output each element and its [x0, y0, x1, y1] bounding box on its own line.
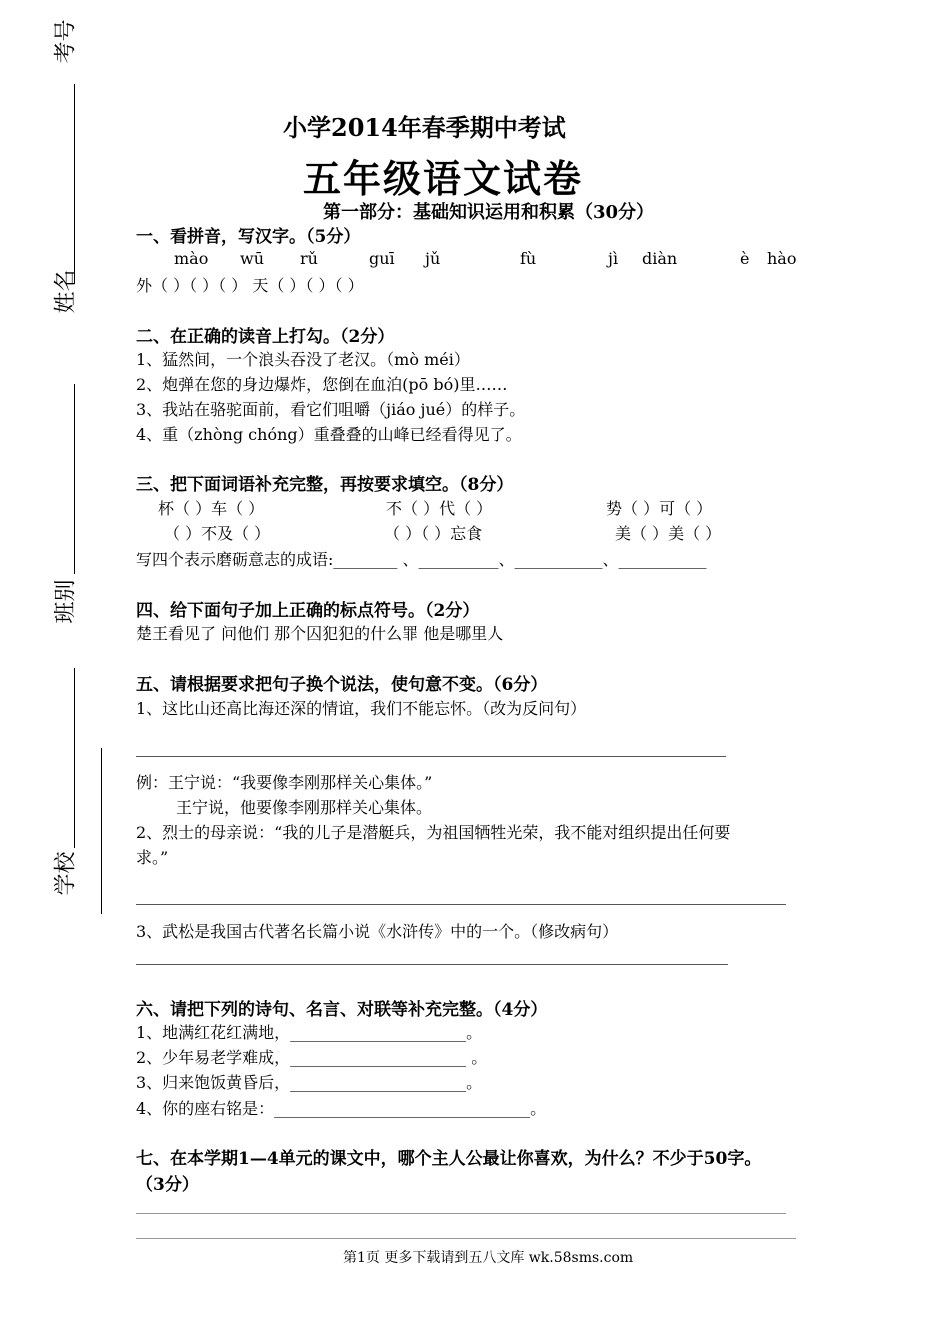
q1-heading: 一、看拼音，写汉字。（5分） [136, 227, 361, 247]
part-heading: 第一部分：基础知识运用和积累（30分） [323, 202, 655, 223]
q4-sentence: 楚王看见了 问他们 那个囚犯犯的什么罪 他是哪里人 [136, 624, 504, 643]
q3-word-blank[interactable]: 美（ ）美（ ） [615, 524, 722, 543]
pinyin: hào [767, 249, 797, 268]
margin-bracket-line [101, 748, 102, 914]
q5-example: 王宁说，他要像李刚那样关心集体。 [176, 798, 433, 817]
q3-word-blank[interactable]: （ ）不及（ ） [164, 524, 271, 543]
class-label: 班别 [53, 579, 79, 624]
answer-line[interactable] [136, 904, 786, 905]
q7-heading-score: （3分） [136, 1175, 199, 1195]
pinyin: wū [240, 249, 264, 268]
q2-item: 4、重（zhòng chóng）重叠叠的山峰已经看得见了。 [136, 425, 522, 444]
q6-item[interactable]: 4、你的座右铭是：________________________________。 [136, 1099, 547, 1118]
exam-number-line [74, 84, 75, 284]
q5-heading: 五、请根据要求把句子换个说法，使句意不变。（6分） [136, 675, 548, 695]
page-footer: 第1页 更多下载请到五八文库 wk.58sms.com [343, 1250, 634, 1266]
q5-item: 2、烈士的母亲说：“我的儿子是潜艇兵，为祖国牺牲光荣，我不能对组织提出任何要 [136, 823, 731, 842]
exam-title: 小学2014年春季期中考试 [283, 113, 566, 142]
q3-word-blank[interactable]: （ ）（ ）忘食 [384, 524, 483, 543]
q3-word-blank[interactable]: 不（ ）代（ ） [386, 499, 493, 518]
pinyin: fù [520, 249, 537, 268]
class-line [74, 668, 75, 848]
q3-heading: 三、把下面词语补充完整，再按要求填空。（8分） [136, 475, 514, 495]
q1-answer-blanks[interactable]: 外（ ）（ ）（ ） 天（ ）（ ）（ ） [136, 276, 364, 295]
pinyin: mào [174, 249, 209, 268]
q5-example: 例：王宁说：“我要像李刚那样关心集体。” [136, 773, 433, 792]
q2-item: 2、炮弹在您的身边爆炸，您倒在血泊(pō bó)里…… [136, 375, 508, 394]
q6-heading: 六、请把下列的诗句、名言、对联等补充完整。（4分） [136, 1000, 548, 1020]
q6-item[interactable]: 2、少年易老学难成，______________________ 。 [136, 1048, 488, 1067]
pinyin: jǔ [425, 249, 441, 268]
pinyin: diàn [642, 249, 678, 268]
pinyin: guī [369, 249, 395, 268]
answer-line[interactable] [136, 756, 726, 757]
q7-heading: 七、在本学期1—4单元的课文中，哪个主人公最让你喜欢，为什么？不少于50字。 [136, 1149, 762, 1169]
q4-heading: 四、给下面句子加上正确的标点符号。（2分） [136, 601, 480, 621]
q3-idiom-line[interactable]: 写四个表示磨砺意志的成语:________ 、__________、___________、___________ [136, 550, 707, 569]
answer-line[interactable] [136, 1213, 786, 1214]
pinyin: rǔ [300, 249, 318, 268]
name-line [74, 384, 75, 574]
q2-heading: 二、在正确的读音上打勾。（2分） [136, 327, 395, 347]
q6-item[interactable]: 3、归来饱饭黄昏后，______________________。 [136, 1073, 483, 1092]
q3-word-blank[interactable]: 杯（ ）车（ ） [158, 499, 265, 518]
school-label: 学校 [53, 851, 79, 896]
pinyin: jì [608, 249, 619, 268]
name-label: 姓名 [53, 269, 79, 314]
pinyin: è [740, 249, 750, 268]
answer-line[interactable] [136, 1238, 796, 1239]
q5-item: 3、武松是我国古代著名长篇小说《水浒传》中的一个。（修改病句） [136, 922, 619, 941]
q3-word-blank[interactable]: 势（ ）可（ ） [606, 499, 713, 518]
q2-item: 3、我站在骆驼面前，看它们咀嚼（jiáo jué）的样子。 [136, 400, 526, 419]
paper-title: 五年级语文试卷 [303, 156, 584, 201]
answer-line[interactable] [136, 964, 728, 965]
q6-item[interactable]: 1、地满红花红满地，______________________。 [136, 1023, 483, 1042]
q2-item: 1、猛然间，一个浪头吞没了老汉。（mò méi） [136, 350, 470, 369]
q5-item-cont: 求。” [136, 848, 169, 867]
exam-number-label: 考号 [53, 19, 79, 64]
q5-item: 1、这比山还高比海还深的情谊，我们不能忘怀。（改为反问句） [136, 699, 587, 718]
